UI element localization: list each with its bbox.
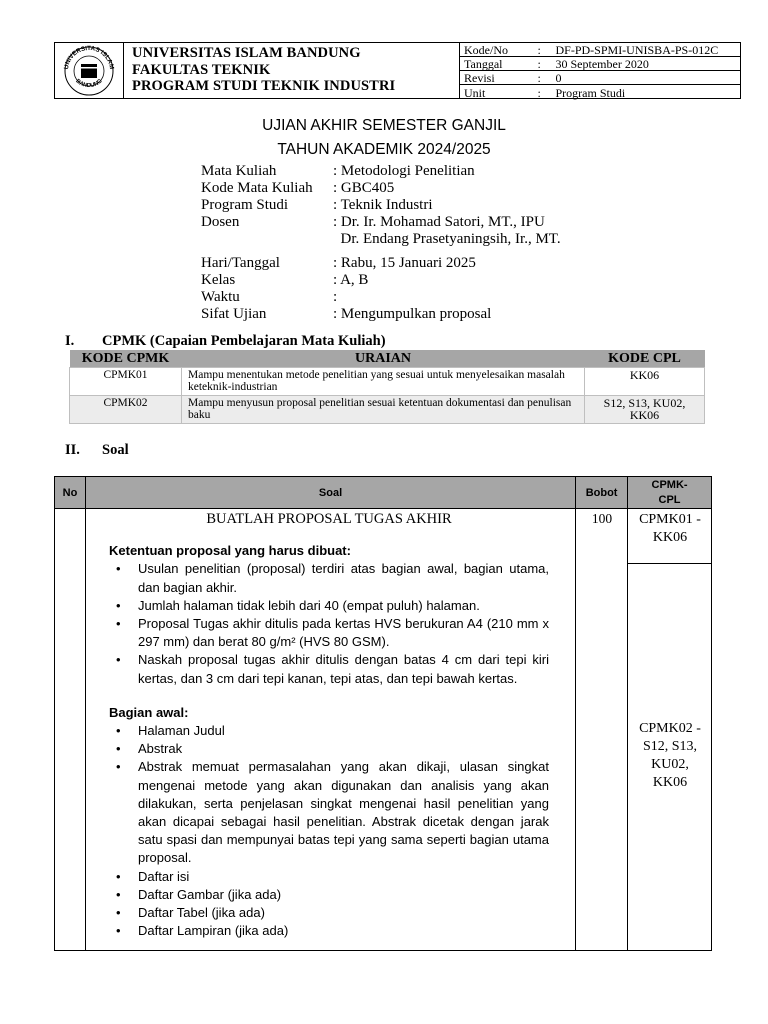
info-row [201, 214, 561, 231]
meta-sep: : [536, 71, 552, 85]
soal-content [85, 510, 576, 940]
list-item: • Daftar Tabel (jika ada) [109, 904, 549, 922]
meta-key: Tanggal [460, 56, 536, 70]
info-row [201, 180, 561, 197]
logo-text-bottom: BANDUNG [74, 78, 104, 90]
info-label [201, 231, 333, 248]
cpl-divider [628, 563, 712, 564]
logo-cell [54, 42, 124, 99]
list-item: • Usulan penelitian (proposal) terdiri atas bagian awal, bagian utama, dan bagian akhir. [109, 560, 549, 596]
university-logo [54, 42, 124, 99]
info-label: Kode Mata Kuliah [201, 180, 313, 196]
section-1-number: I. [65, 333, 75, 349]
info-value: : [333, 289, 338, 305]
section-2-title: Soal [102, 442, 129, 458]
info-value: : Rabu, 15 Januari 2025 [333, 255, 476, 271]
col-header-bobot: Bobot [576, 477, 628, 509]
ketentuan-list [109, 560, 549, 687]
exam-title: UJIAN AKHIR SEMESTER GANJIL [262, 117, 506, 134]
col-header-cpmk-cpl: CPMK- CPL [628, 477, 712, 509]
document-meta-table [459, 42, 741, 99]
meta-sep: : [536, 42, 552, 56]
cpmk-table [69, 350, 705, 424]
meta-value: Program Studi [555, 86, 626, 100]
col-header-kode-cpl: KODE CPL [585, 350, 705, 367]
cpl-value-1: CPMK01 - KK06 [639, 512, 701, 545]
university-name: UNIVERSITAS ISLAM BANDUNG [132, 45, 361, 61]
info-value: : GBC405 [333, 180, 395, 196]
bagian-awal-list [109, 722, 549, 940]
cpl-value-2: CPMK02 - S12, S13, KU02, KK06 [639, 721, 701, 790]
exam-info [201, 163, 561, 323]
info-value: : Teknik Industri [333, 197, 433, 213]
table-row [70, 395, 705, 423]
cpmk-cpl: S12, S13, KU02, KK06 [585, 395, 705, 423]
info-label: Sifat Ujian [201, 306, 267, 322]
soal-header-row [55, 477, 712, 509]
info-label: Kelas [201, 272, 236, 288]
meta-value: 0 [552, 71, 742, 85]
cpmk-header-row [70, 350, 705, 367]
info-row [201, 289, 561, 306]
info-row [201, 255, 561, 272]
info-value: : Dr. Ir. Mohamad Satori, MT., IPU [333, 214, 545, 230]
cpmk-code: CPMK02 [70, 395, 182, 423]
program-name: PROGRAM STUDI TEKNIK INDUSTRI [132, 78, 396, 94]
logo-text-top: UNIVERSITAS ISLAM [63, 44, 116, 70]
meta-row [460, 85, 742, 99]
col-header-soal: Soal [85, 477, 575, 509]
info-value: : Mengumpulkan proposal [333, 306, 492, 322]
info-label: Hari/Tanggal [201, 255, 280, 271]
soal-main-title: BUATLAH PROPOSAL TUGAS AKHIR [206, 511, 452, 527]
list-item: • Daftar isi [109, 868, 549, 886]
list-item: • Jumlah halaman tidak lebih dari 40 (empat puluh) halaman. [109, 597, 549, 615]
list-item: • Daftar Lampiran (jika ada) [109, 922, 549, 940]
academic-year-title: TAHUN AKADEMIK 2024/2025 [277, 141, 491, 158]
header-institution [132, 45, 395, 95]
bobot-cell [576, 509, 628, 951]
bobot-value: 100 [591, 511, 613, 526]
section-2-number: II. [65, 442, 80, 458]
info-label: Mata Kuliah [201, 163, 277, 179]
meta-sep: : [536, 56, 552, 70]
info-value: Dr. Endang Prasetyaningsih, Ir., MT. [333, 231, 561, 247]
cpmk-desc: Mampu menyusun proposal penelitian sesuai ketentuan dokumentasi dan penulisan baku [182, 395, 585, 423]
list-item: • Daftar Gambar (jika ada) [109, 886, 549, 904]
meta-value: 30 September 2020 [552, 56, 742, 70]
info-label: Waktu [201, 289, 240, 305]
list-item: • Proposal Tugas akhir ditulis pada kertas HVS berukuran A4 (210 mm x 297 mm) dan berat 80 g/m² (HVS 80 GSM). [109, 615, 549, 651]
info-label: Dosen [201, 214, 240, 230]
info-row [201, 163, 561, 180]
col-header-no: No [55, 477, 86, 509]
cpmk-cpl: KK06 [585, 367, 705, 395]
info-row [201, 197, 561, 214]
list-item: • Abstrak memuat permasalahan yang akan dikaji, ulasan singkat mengenai metode yang akan digunakan dan analisis yang akan dilakukan, serta penjelasan singkat mengenai hasil penelitian yang akan dicapai sebagai hasil penelitian. Abstrak dicetak dengan jarak satu spasi dan mempunyai batas tepi yang sama seperti bagian utama proposal. [109, 758, 549, 867]
no-cell [55, 509, 86, 951]
table-row [70, 367, 705, 395]
info-row [201, 272, 561, 289]
list-item: • Abstrak [109, 740, 549, 758]
meta-key: Unit [464, 86, 486, 100]
meta-sep: : [537, 86, 541, 100]
info-label: Program Studi [201, 197, 289, 213]
info-value: : Metodologi Penelitian [333, 163, 475, 179]
cpmk-code: CPMK01 [70, 367, 182, 395]
meta-row [460, 42, 742, 56]
meta-row [460, 71, 742, 85]
info-row [201, 306, 561, 323]
bagian-awal-heading: Bagian awal: [109, 704, 189, 720]
info-value: : A, B [333, 272, 369, 288]
faculty-name: FAKULTAS TEKNIK [132, 61, 271, 78]
col-header-uraian: URAIAN [182, 350, 585, 367]
section-1-title: CPMK (Capaian Pembelajaran Mata Kuliah) [102, 333, 386, 349]
list-item: • Halaman Judul [109, 722, 549, 740]
col-header-kode-cpmk: KODE CPMK [70, 350, 182, 367]
cpmk-desc: Mampu menentukan metode penelitian yang sesuai untuk menyelesaikan masalah keteknik-industrian [182, 367, 585, 395]
meta-value: DF-PD-SPMI-UNISBA-PS-012C [552, 42, 742, 56]
meta-row [460, 56, 742, 70]
info-row [201, 231, 561, 248]
ketentuan-heading: Ketentuan proposal yang harus dibuat: [109, 543, 351, 559]
meta-key: Revisi [460, 71, 536, 85]
list-item: • Naskah proposal tugas akhir ditulis dengan batas 4 cm dari tepi kiri kertas, dan 3 cm dari tepi kanan, tepi atas, dan tepi bawah kertas. [109, 651, 549, 687]
meta-key: Kode/No [460, 42, 536, 56]
